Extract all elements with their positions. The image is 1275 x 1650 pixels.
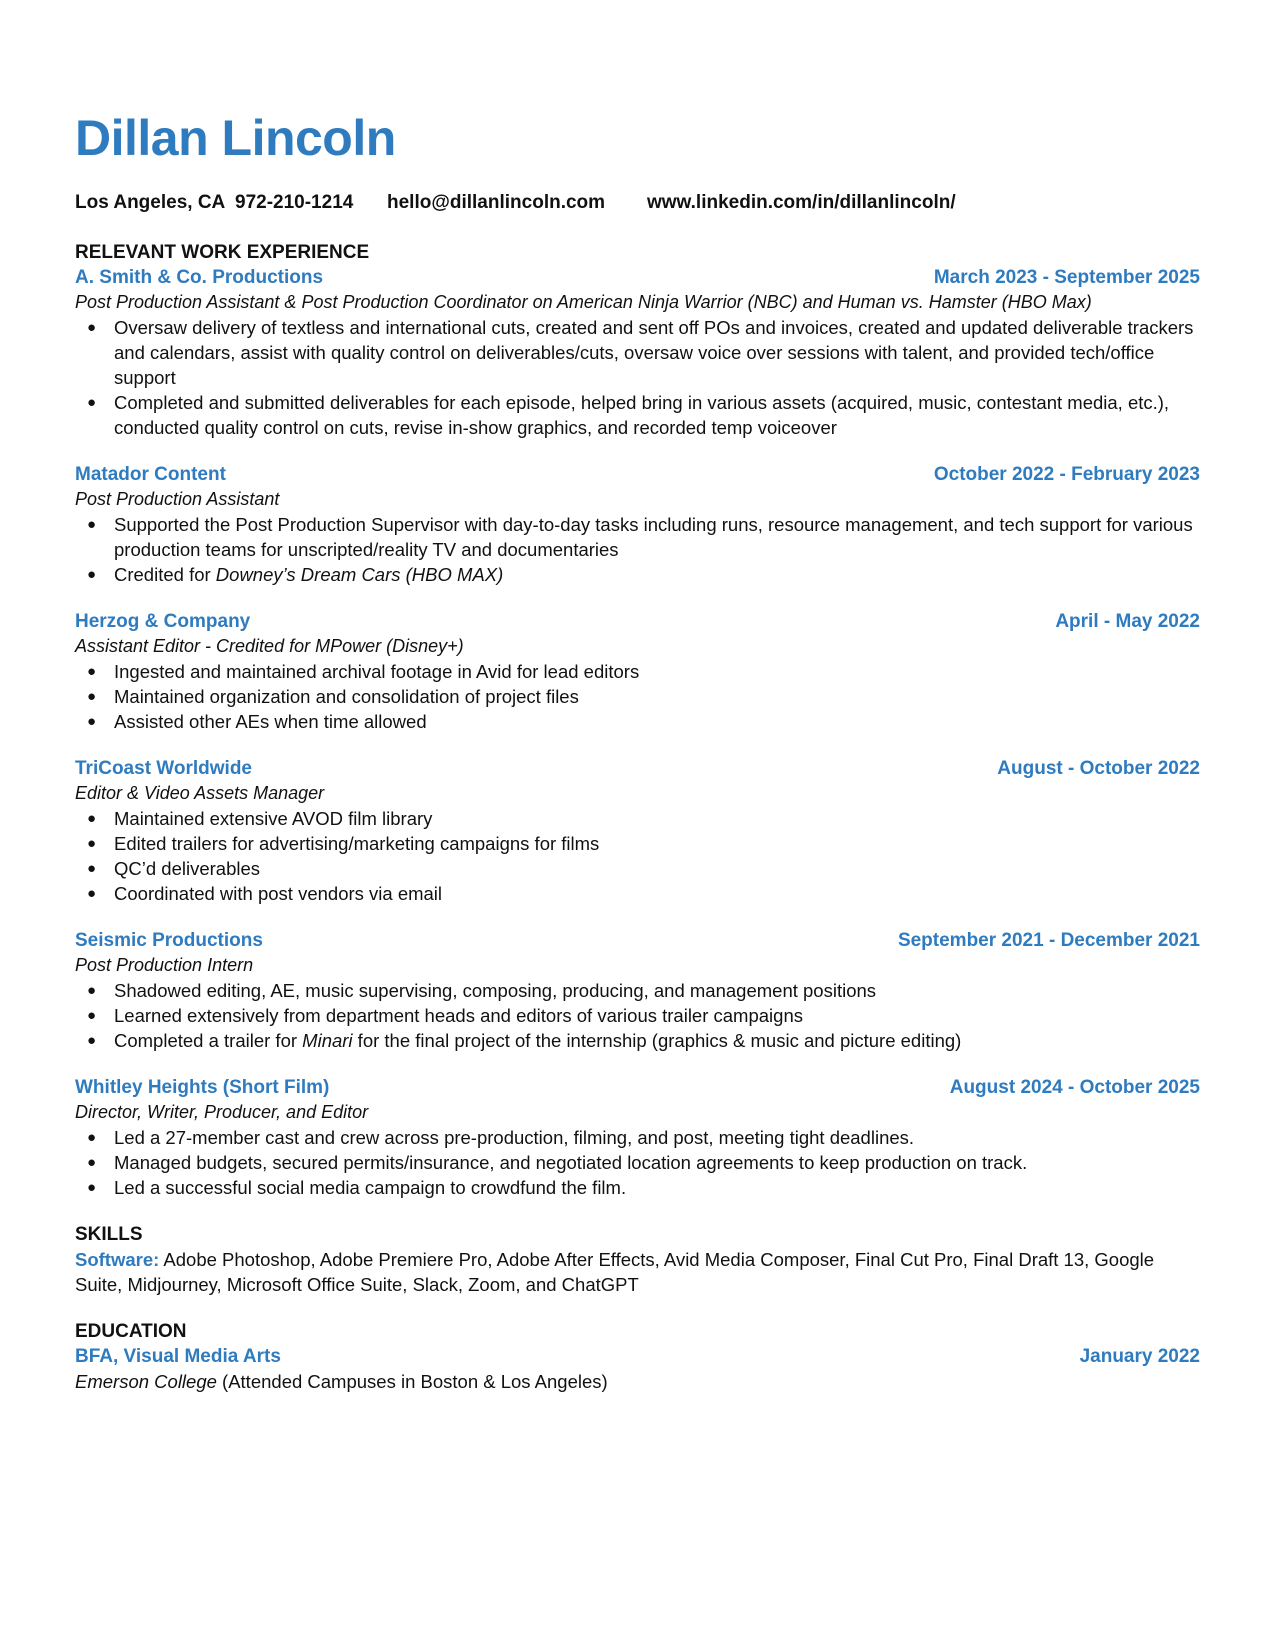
list-item: ● Completed and submitted deliverables for each episode, helped bring in various assets (acquired, music, contestant media, etc.), conducted quality control on cuts, revise in-show graphics, and recorded temp voiceover	[87, 392, 1170, 438]
contact-email[interactable]: hello@dillanlincoln.com	[387, 192, 606, 213]
job-dates: March 2023 - September 2025	[933, 267, 1200, 288]
job-entry	[75, 462, 1200, 587]
bullet-icon: ●	[87, 1154, 97, 1171]
job-company: Seismic Productions	[75, 930, 263, 951]
job-dates: August 2024 - October 2025	[949, 1077, 1200, 1098]
job-role: Director, Writer, Producer, and Editor	[75, 1102, 369, 1122]
bullet-icon: ●	[87, 394, 97, 411]
job-company: Herzog & Company	[75, 611, 251, 632]
bullet-icon: ●	[87, 516, 97, 533]
job-bullets	[75, 978, 1200, 1053]
job-role: Assistant Editor - Credited for MPower (Disney+)	[75, 636, 464, 656]
bullet-icon: ●	[87, 1032, 97, 1049]
list-item: ● Led a 27-member cast and crew across pre-production, filming, and post, meeting tight deadlines.	[87, 1127, 915, 1148]
job-entry	[75, 756, 1200, 906]
skills-label: Software:	[75, 1249, 160, 1270]
education-section	[75, 1319, 1200, 1394]
list-item: ● Ingested and maintained archival footage in Avid for lead editors	[87, 661, 640, 682]
job-bullets	[75, 806, 1200, 906]
job-company: Matador Content	[75, 464, 226, 485]
list-item: ● Edited trailers for advertising/marketing campaigns for films	[87, 833, 600, 854]
job-bullets	[75, 1125, 1200, 1200]
bullet-icon: ●	[87, 663, 97, 680]
candidate-name: Dillan Lincoln	[75, 110, 396, 166]
bullet-icon: ●	[87, 835, 97, 852]
skills-software	[75, 1247, 1200, 1297]
contact-phone: 972-210-1214	[235, 192, 354, 213]
list-item: ● Supported the Post Production Supervisor with day-to-day tasks including runs, resource management, and tech support for various production teams for unscripted/reality TV and documentaries	[87, 514, 1193, 560]
resume-body	[75, 240, 1200, 1394]
list-item: ● Managed budgets, secured permits/insurance, and negotiated location agreements to keep production on track.	[87, 1152, 1028, 1173]
job-company: A. Smith & Co. Productions	[75, 267, 324, 288]
bullet-icon: ●	[87, 688, 97, 705]
education-note: (Attended Campuses in Boston & Los Angeles)	[216, 1371, 608, 1392]
bullet-icon: ●	[87, 810, 97, 827]
job-dates: October 2022 - February 2023	[933, 464, 1200, 485]
bullet-icon: ●	[87, 860, 97, 877]
job-bullets	[75, 659, 1200, 734]
skills-heading: SKILLS	[75, 1224, 143, 1245]
job-entry	[75, 265, 1200, 440]
list-item: ● Coordinated with post vendors via email	[87, 883, 443, 904]
list-item: ● Shadowed editing, AE, music supervising, composing, producing, and management positions	[87, 980, 877, 1001]
job-entry	[75, 609, 1200, 734]
list-item: ● Assisted other AEs when time allowed	[87, 711, 427, 732]
contact-linkedin[interactable]: www.linkedin.com/in/dillanlincoln/	[647, 192, 956, 213]
list-item: ● QC’d deliverables	[87, 858, 261, 879]
education-school-line	[75, 1369, 1200, 1394]
job-dates: April - May 2022	[1055, 611, 1200, 632]
skills-list: Adobe Photoshop, Adobe Premiere Pro, Adobe After Effects, Avid Media Composer, Final Cut Pro, Final Draft 13, Google Suite, Midjourney, Microsoft Office Suite, Slack, Zoom, and ChatGPT	[75, 1249, 1155, 1295]
job-role: Editor & Video Assets Manager	[75, 783, 325, 803]
bullet-icon: ●	[87, 1007, 97, 1024]
list-item: ● Oversaw delivery of textless and international cuts, created and sent off POs and invoices, created and updated deliverable trackers and calendars, assist with quality control on deliverables/cuts, oversaw voice over sessions with talent, and provided tech/office support	[87, 317, 1194, 388]
job-company: Whitley Heights (Short Film)	[75, 1077, 330, 1098]
bullet-icon: ●	[87, 1129, 97, 1146]
bullet-icon: ●	[87, 319, 97, 336]
contact-line	[75, 190, 1200, 216]
education-degree: BFA, Visual Media Arts	[75, 1346, 281, 1367]
list-item: ● Maintained organization and consolidation of project files	[87, 686, 579, 707]
bullet-icon: ●	[87, 566, 97, 583]
bullet-icon: ●	[87, 1179, 97, 1196]
list-item: ● Learned extensively from department heads and editors of various trailer campaigns	[87, 1005, 803, 1026]
job-dates: August - October 2022	[997, 758, 1200, 779]
list-item: ● Credited for Downey’s Dream Cars (HBO MAX)	[87, 564, 504, 585]
education-date: January 2022	[1079, 1346, 1200, 1367]
job-entry	[75, 928, 1200, 1053]
job-role: Post Production Assistant & Post Production Coordinator on American Ninja Warrior (NBC) and Human vs. Hamster (HBO Max)	[75, 292, 1092, 312]
experience-heading: RELEVANT WORK EXPERIENCE	[75, 242, 370, 263]
job-bullets	[75, 315, 1200, 440]
bullet-icon: ●	[87, 885, 97, 902]
job-role: Post Production Intern	[75, 955, 254, 975]
bullet-icon: ●	[87, 982, 97, 999]
job-dates: September 2021 - December 2021	[897, 930, 1200, 951]
job-bullets	[75, 512, 1200, 587]
education-school: Emerson College	[75, 1371, 217, 1392]
list-item: ● Completed a trailer for Minari for the final project of the internship (graphics & music and picture editing)	[87, 1030, 962, 1051]
contact-location: Los Angeles, CA	[75, 192, 226, 213]
list-item: ● Led a successful social media campaign to crowdfund the film.	[87, 1177, 627, 1198]
skills-section	[75, 1222, 1200, 1297]
list-item: ● Maintained extensive AVOD film library	[87, 808, 433, 829]
bullet-icon: ●	[87, 713, 97, 730]
job-entry	[75, 1075, 1200, 1200]
education-heading: EDUCATION	[75, 1321, 187, 1342]
job-role: Post Production Assistant	[75, 489, 280, 509]
job-company: TriCoast Worldwide	[75, 758, 253, 779]
